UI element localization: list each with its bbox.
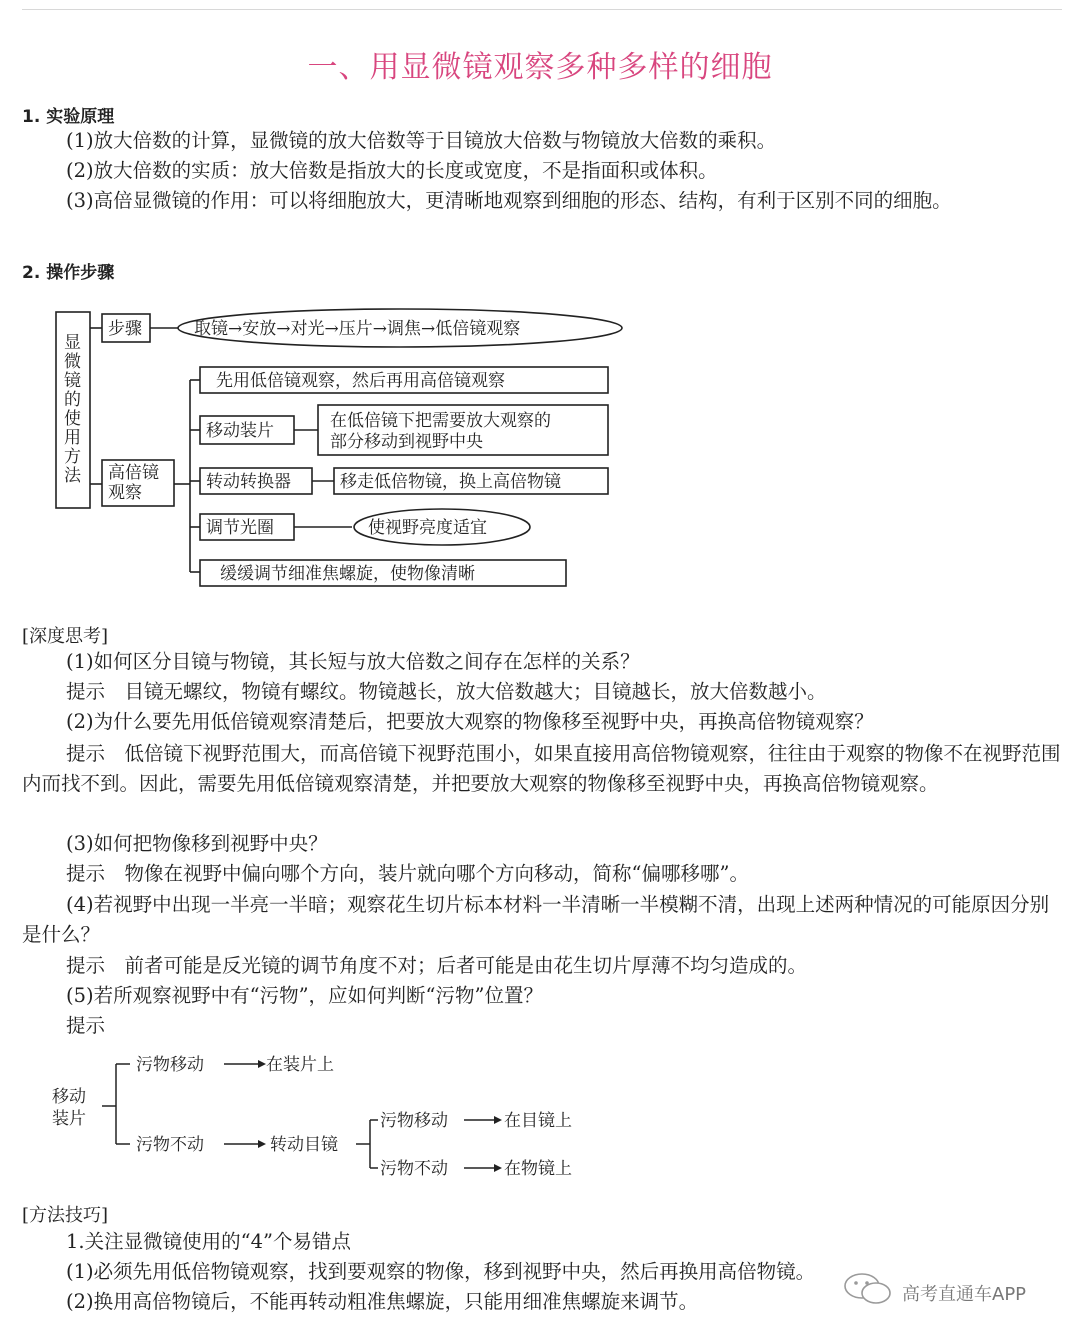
dirt-sub-still: 污物不动 bbox=[380, 1159, 448, 1179]
diagram-root-label: 显微镜的使用方法 bbox=[64, 333, 81, 486]
thinking-q1: (1)如何区分目镜与物镜，其长短与放大倍数之间存在怎样的关系？ bbox=[66, 650, 640, 673]
watermark-text: 高考直通车APP bbox=[902, 1284, 1027, 1305]
diagram-row-5: 缓缓调节细准焦螺旋，使物像清晰 bbox=[220, 564, 475, 584]
thinking-a3: 提示 物像在视野中偏向哪个方向，装片就向哪个方向移动，简称“偏哪移哪”。 bbox=[66, 862, 749, 885]
thinking-q5: (5)若所观察视野中有“污物”，应如何判断“污物”位置？ bbox=[66, 984, 543, 1007]
diagram-branch-high-2: 观察 bbox=[108, 483, 142, 503]
diagram-branch-high-1: 高倍镜 bbox=[108, 463, 159, 483]
diagram-row-2-detail-1: 在低倍镜下把需要放大观察的 bbox=[330, 411, 551, 431]
tips-heading: [方法技巧] bbox=[22, 1205, 109, 1226]
thinking-q3: (3)如何把物像移到视野中央？ bbox=[66, 832, 328, 855]
thinking-heading: [深度思考] bbox=[22, 626, 109, 647]
diagram-branch-steps: 步骤 bbox=[108, 319, 142, 339]
diagram-row-3-label: 转动转换器 bbox=[206, 472, 291, 492]
diagram-row-4-detail: 使视野亮度适宜 bbox=[368, 518, 487, 538]
thinking-q2: (2)为什么要先用低倍镜观察清楚后，把要放大观察的物像移至视野中央，再换高倍物镜观察？ bbox=[66, 710, 874, 733]
section-heading-principle: 1. 实验原理 bbox=[22, 107, 115, 127]
diagram-row-2-detail-2: 部分移动到视野中央 bbox=[330, 432, 483, 452]
thinking-a1: 提示 目镜无螺纹，物镜有螺纹。物镜越长，放大倍数越大；目镜越长，放大倍数越小。 bbox=[66, 680, 827, 703]
dirt-sub-still-result: 在物镜上 bbox=[504, 1159, 572, 1179]
dirt-sub-move-result: 在目镜上 bbox=[504, 1111, 572, 1131]
principle-item-2: (2)放大倍数的实质：放大倍数是指放大的长度或宽度，不是指面积或体积。 bbox=[66, 159, 718, 182]
tips-t1: 1.关注显微镜使用的“4”个易错点 bbox=[66, 1230, 351, 1253]
diagram-row-3-detail: 移走低倍物镜，换上高倍物镜 bbox=[340, 472, 561, 492]
diagram-steps-sequence: 取镜→安放→对光→压片→调焦→低倍镜观察 bbox=[194, 319, 521, 339]
wechat-watermark-icon bbox=[842, 1272, 894, 1306]
dirt-root-2: 装片 bbox=[52, 1109, 86, 1129]
thinking-q4: (4)若视野中出现一半亮一半暗；观察花生切片标本材料一半清晰一半模糊不清，出现上述两种情况的可能原因分别是什么？ bbox=[22, 893, 1050, 946]
dirt-sub-move: 污物移动 bbox=[380, 1111, 448, 1131]
diagram-row-1: 先用低倍镜观察，然后再用高倍镜观察 bbox=[216, 371, 505, 391]
diagram-row-4-label: 调节光圈 bbox=[206, 518, 274, 538]
dirt-bottom-still: 污物不动 bbox=[136, 1135, 204, 1155]
thinking-a4: 提示 前者可能是反光镜的调节角度不对；后者可能是由花生切片厚薄不均匀造成的。 bbox=[66, 954, 808, 977]
principle-item-1: (1)放大倍数的计算，显微镜的放大倍数等于目镜放大倍数与物镜放大倍数的乘积。 bbox=[66, 129, 777, 152]
dirt-top-move: 污物移动 bbox=[136, 1055, 204, 1075]
dirt-top-result: 在装片上 bbox=[266, 1055, 334, 1075]
page-title: 一、用显微镜观察多种多样的细胞 bbox=[307, 50, 773, 85]
principle-item-3: (3)高倍显微镜的作用：可以将细胞放大，更清晰地观察到细胞的形态、结构，有利于区别不同的细胞。 bbox=[66, 189, 952, 212]
microscope-usage-diagram bbox=[0, 0, 1080, 620]
thinking-a2: 提示 低倍镜下视野范围大，而高倍镜下视野范围小，如果直接用高倍物镜观察，往往由于观察的物像不在视野范围内而找不到。因此，需要先用低倍镜观察清楚，并把要放大观察的物像移至视野中央，再换高倍物镜观察。 bbox=[22, 742, 1061, 795]
tips-t3: (2)换用高倍物镜后，不能再转动粗准焦螺旋，只能用细准焦螺旋来调节。 bbox=[66, 1290, 699, 1313]
dirt-location-diagram bbox=[0, 1040, 700, 1190]
thinking-a5: 提示 bbox=[66, 1014, 106, 1037]
section-heading-steps: 2. 操作步骤 bbox=[22, 263, 115, 283]
tips-t2: (1)必须先用低倍物镜观察，找到要观察的物像，移到视野中央，然后再换用高倍物镜。 bbox=[66, 1260, 816, 1283]
dirt-root-1: 移动 bbox=[52, 1087, 86, 1107]
dirt-rotate: 转动目镜 bbox=[270, 1135, 338, 1155]
diagram-row-2-label: 移动装片 bbox=[206, 421, 274, 441]
